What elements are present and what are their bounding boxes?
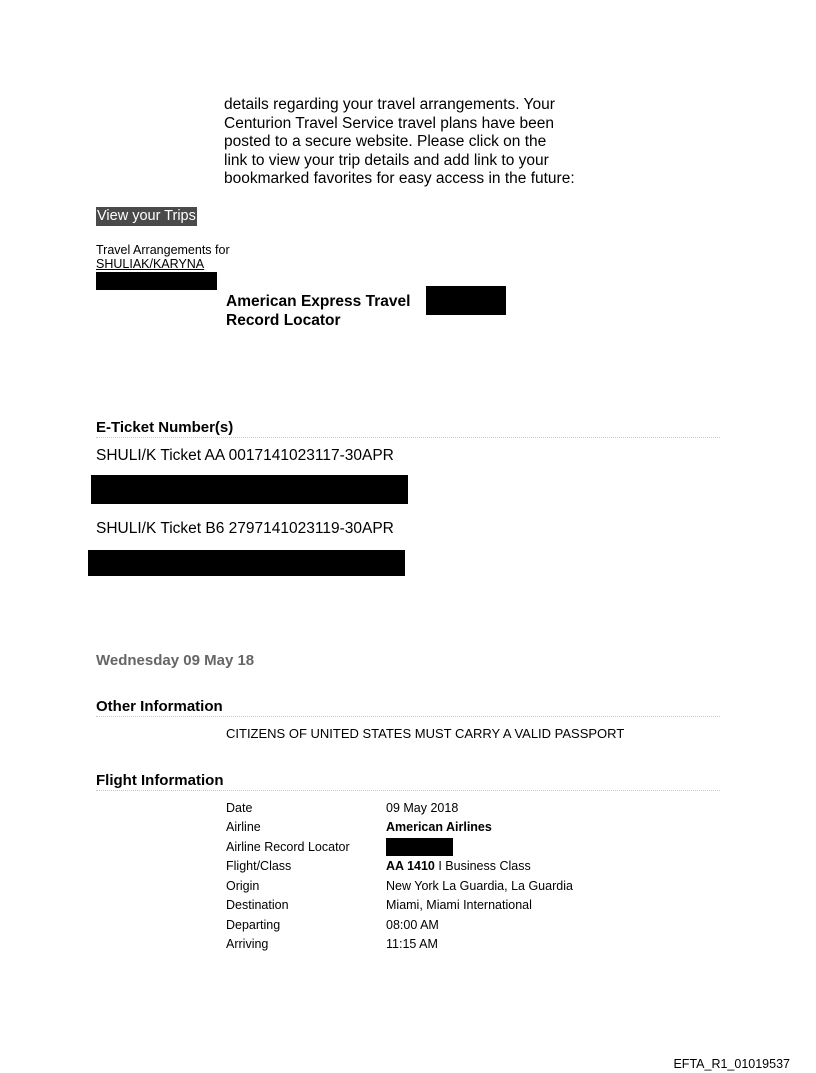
eticket-section-title: E-Ticket Number(s) <box>96 419 234 436</box>
arriving-value: 11:15 AM <box>386 937 438 952</box>
day-header: Wednesday 09 May 18 <box>96 652 255 669</box>
departing-label: Departing <box>226 917 281 932</box>
table-row <box>226 837 573 857</box>
table-row <box>226 798 573 818</box>
intro-line: details regarding your travel arrangements. Your <box>224 96 555 113</box>
airline-record-locator-value <box>386 837 573 857</box>
intro-line: link to view your trip details and add link to your <box>224 151 549 169</box>
redaction-block <box>96 272 217 290</box>
section-divider <box>96 716 720 717</box>
record-locator-label <box>226 292 410 330</box>
intro-line: Centurion Travel Service travel plans have been <box>224 114 554 132</box>
arriving-label: Arriving <box>226 937 269 952</box>
flight-info-section-title: Flight Information <box>96 772 224 789</box>
intro-line: bookmarked favorites for easy access in the future: <box>224 170 575 188</box>
redaction-block <box>91 475 408 504</box>
origin-label: Origin <box>226 878 260 893</box>
redaction-block <box>88 550 405 576</box>
origin-value: New York La Guardia, La Guardia <box>386 878 573 893</box>
redaction-block <box>386 838 453 856</box>
intro-line: posted to a secure website. Please click on the <box>224 133 547 151</box>
redaction-block <box>426 286 506 315</box>
table-row <box>226 935 573 955</box>
airline-label: Airline <box>226 820 261 835</box>
table-row <box>226 857 573 877</box>
flight-number: AA 1410 <box>386 859 435 874</box>
date-value: 09 May 2018 <box>386 800 459 815</box>
table-row <box>226 876 573 896</box>
table-row <box>226 818 573 838</box>
record-locator-line: American Express Travel <box>226 293 411 310</box>
traveler-name: SHULIAK/KARYNA <box>96 257 205 271</box>
other-info-section-title: Other Information <box>96 698 223 715</box>
flight-details-table <box>226 798 573 954</box>
flight-class-value <box>386 857 573 877</box>
flight-class: I Business Class <box>434 859 531 874</box>
destination-label: Destination <box>226 898 289 913</box>
date-label: Date <box>226 800 253 815</box>
destination-value: Miami, Miami International <box>386 898 532 913</box>
section-divider <box>96 790 720 791</box>
record-locator-line: Record Locator <box>226 312 341 329</box>
table-row <box>226 896 573 916</box>
eticket-number: SHULI/K Ticket B6 2797141023119-30APR <box>96 520 394 537</box>
view-trips-link[interactable]: View your Trips <box>97 208 196 224</box>
intro-paragraph <box>224 96 604 189</box>
airline-value: American Airlines <box>386 820 492 835</box>
passport-notice: CITIZENS OF UNITED STATES MUST CARRY A VALID PASSPORT <box>226 726 625 741</box>
travel-arrangements-label: Travel Arrangements for <box>96 243 230 257</box>
section-divider <box>96 437 720 438</box>
eticket-number: SHULI/K Ticket AA 0017141023117-30APR <box>96 447 394 464</box>
airline-record-locator-label: Airline Record Locator <box>226 839 350 854</box>
table-row <box>226 915 573 935</box>
flight-class-label: Flight/Class <box>226 859 292 874</box>
departing-value: 08:00 AM <box>386 917 439 932</box>
document-id: EFTA_R1_01019537 <box>673 1057 790 1071</box>
